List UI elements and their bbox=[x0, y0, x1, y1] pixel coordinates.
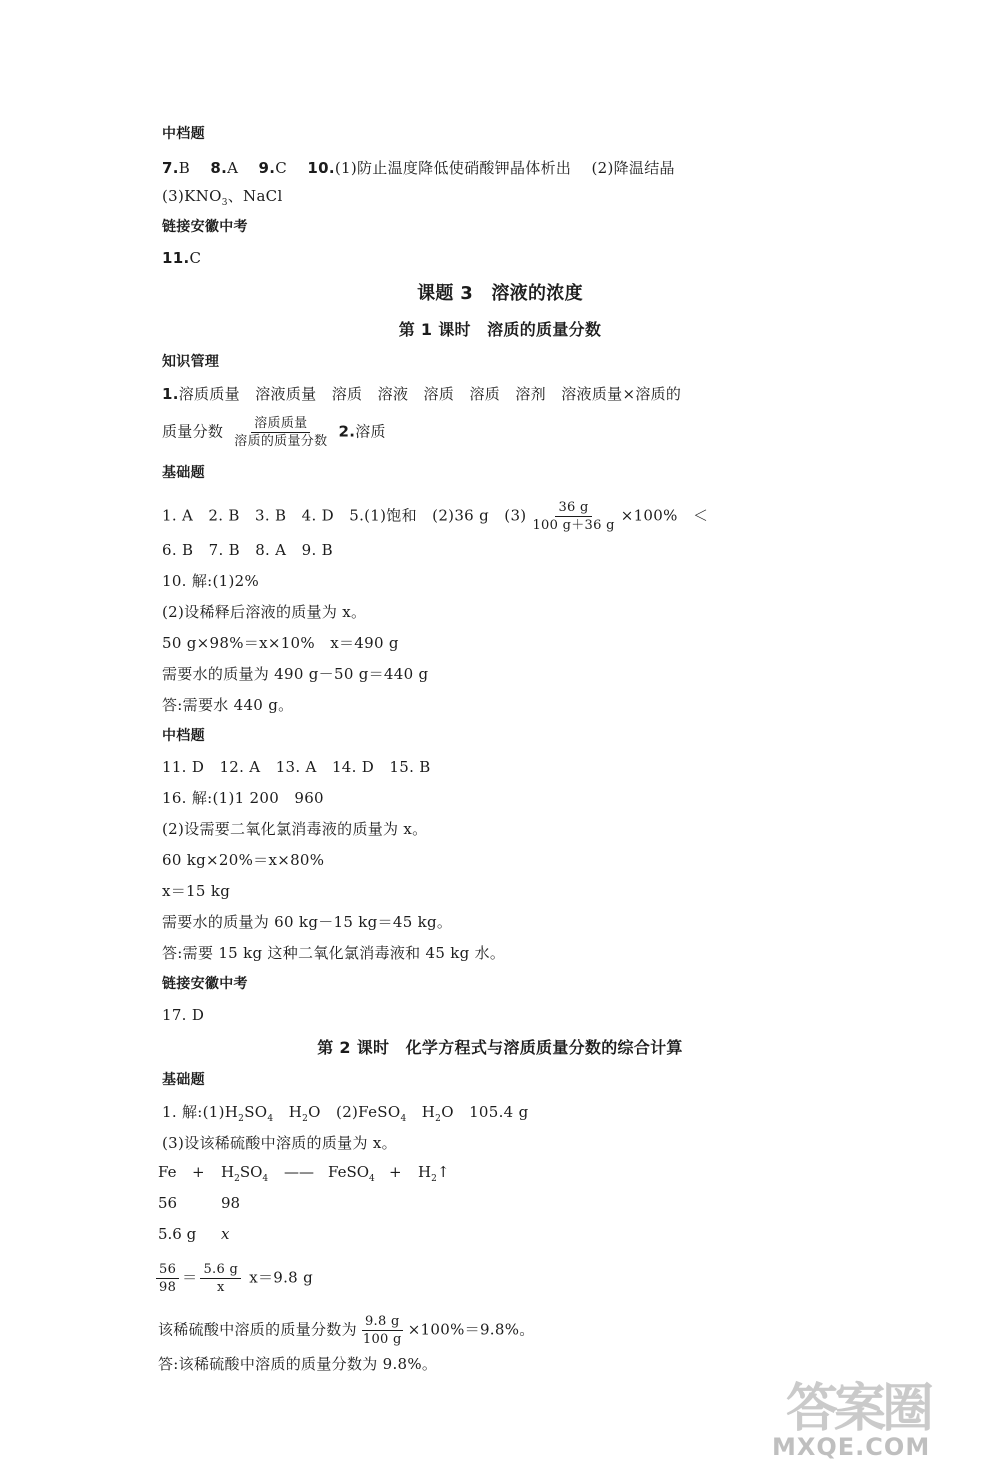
solution-10-line-1: 10. 解:(1)2% bbox=[162, 572, 260, 590]
molar-mass-fe: 56 bbox=[158, 1194, 178, 1212]
watermark-logo-glyphs: 答案圈 bbox=[786, 1379, 931, 1439]
period-2-title: 第 2 课时 化学方程式与溶质质量分数的综合计算 bbox=[317, 1038, 683, 1057]
period2-answer-1: 1. 解$:(1)H_2SO_4$ $H_2O$ (2)FeSO$_4$ $H_2O$ 105.4 g bbox=[162, 1103, 529, 1124]
eq-arrow: —— bbox=[284, 1163, 314, 1181]
solution-16-line-2: (2)设需要二氧化氯消毒液的质量为 x。 bbox=[162, 820, 428, 838]
fraction-36g: $\frac{36 g}{100 g+36 g}$ bbox=[532, 500, 615, 533]
knowledge-item-1-cont: 质量分数 $\frac{\text{溶质质量}}{\text{溶质的质量分数}}$ 2.溶质 bbox=[162, 416, 386, 449]
section-heading-intermediate-2: 中档题 bbox=[162, 728, 205, 744]
solution-16-line-3: 60 kg×20%＝x×80% bbox=[162, 851, 325, 869]
solution-10-line-3: 50 g×98%＝x×10% x＝490 g bbox=[162, 634, 399, 652]
fraction-mass-fraction: $\frac{\text{溶质质量}}{\text{溶质的质量分数}}$ bbox=[234, 416, 328, 449]
unknown-x: x bbox=[221, 1225, 230, 1243]
answer-17: 17. D bbox=[162, 1006, 205, 1024]
mid-answers-11-15: 11. D 12. A 13. A 14. D 15. B bbox=[162, 758, 431, 776]
section-heading-intermediate: 中档题 bbox=[162, 126, 205, 142]
section-heading-basic-2: 基础题 bbox=[162, 1072, 205, 1088]
given-mass-fe: 5.6 g bbox=[158, 1225, 197, 1243]
eq-fe: Fe bbox=[158, 1163, 177, 1181]
eq-feso4: FeSO$_4$ bbox=[328, 1163, 375, 1184]
section-heading-knowledge: 知识管理 bbox=[162, 354, 220, 370]
eq-plus-2: + bbox=[389, 1163, 402, 1181]
period2-answer-1-3: (3)设该稀硫酸中溶质的质量为 x。 bbox=[162, 1134, 397, 1152]
solution-10-line-4: 需要水的质量为 490 g－50 g＝440 g bbox=[162, 665, 429, 683]
solution-10-line-2: (2)设稀释后溶液的质量为 x。 bbox=[162, 603, 367, 621]
answers-7-10: 7.B 8.A 9.C 10.(1)防止温度降低使硝酸钾晶体析出 (2)降温结晶 bbox=[162, 159, 675, 177]
basic-answers-6-9: 6. B 7. B 8. A 9. B bbox=[162, 541, 333, 559]
answer-11: 11.C bbox=[162, 249, 202, 267]
fraction-5.6g-x: $\frac{5.6 g}{x}$ bbox=[200, 1262, 241, 1295]
basic-answers-1-5: 1. A 2. B 3. B 4. D 5.(1)饱和 (2)36 g (3) $\frac{36 g}{100 g+36 g}$ ×100% ＜ bbox=[162, 500, 709, 533]
eq-plus-1: + bbox=[192, 1163, 205, 1181]
solution-16-line-1: 16. 解:(1)1 200 960 bbox=[162, 789, 324, 807]
molar-mass-h2so4: 98 bbox=[221, 1194, 241, 1212]
section-heading-link: 链接安徽中考 bbox=[162, 219, 248, 235]
knowledge-item-1: 1.溶质质量 溶液质量 溶质 溶液 溶质 溶质 溶剂 溶液质量×溶质的 bbox=[162, 385, 682, 403]
solution-10-line-5: 答:需要水 440 g。 bbox=[162, 696, 294, 714]
mass-fraction-calc: 该稀硫酸中溶质的质量分数为 $\frac{9.8 g}{100 g}$ ×100%＝9.8%。 bbox=[158, 1314, 535, 1347]
period-1-title: 第 1 课时 溶质的质量分数 bbox=[398, 320, 602, 339]
final-answer: 答:该稀硫酸中溶质的质量分数为 9.8%。 bbox=[158, 1355, 438, 1373]
solution-16-line-6: 答:需要 15 kg 这种二氧化氯消毒液和 45 kg 水。 bbox=[162, 944, 506, 962]
fraction-56-98: $\frac{56}{98}$ bbox=[156, 1262, 179, 1295]
eq-h2so4: $H_2SO_4$ bbox=[221, 1163, 269, 1184]
eq-h2: $H_2↑$ bbox=[418, 1163, 450, 1184]
watermark-text: MXQE.COM bbox=[772, 1433, 931, 1461]
answer-10-3: $(3)KNO_3$、NaCl bbox=[162, 187, 283, 208]
watermark-logo bbox=[772, 1366, 972, 1461]
solution-16-line-5: 需要水的质量为 60 kg－15 kg＝45 kg。 bbox=[162, 913, 453, 931]
lesson-title: 课题 3 溶液的浓度 bbox=[417, 283, 583, 304]
fraction-9.8g-100g: $\frac{9.8 g}{100 g}$ bbox=[362, 1314, 402, 1347]
solution-16-line-4: x＝15 kg bbox=[162, 882, 231, 900]
section-heading-link-2: 链接安徽中考 bbox=[162, 976, 248, 992]
section-heading-basic: 基础题 bbox=[162, 465, 205, 481]
ratio-equation: $\frac{56}{98}$ ＝ $\frac{5.6 g}{x}$ x＝9.8 g bbox=[156, 1262, 313, 1295]
